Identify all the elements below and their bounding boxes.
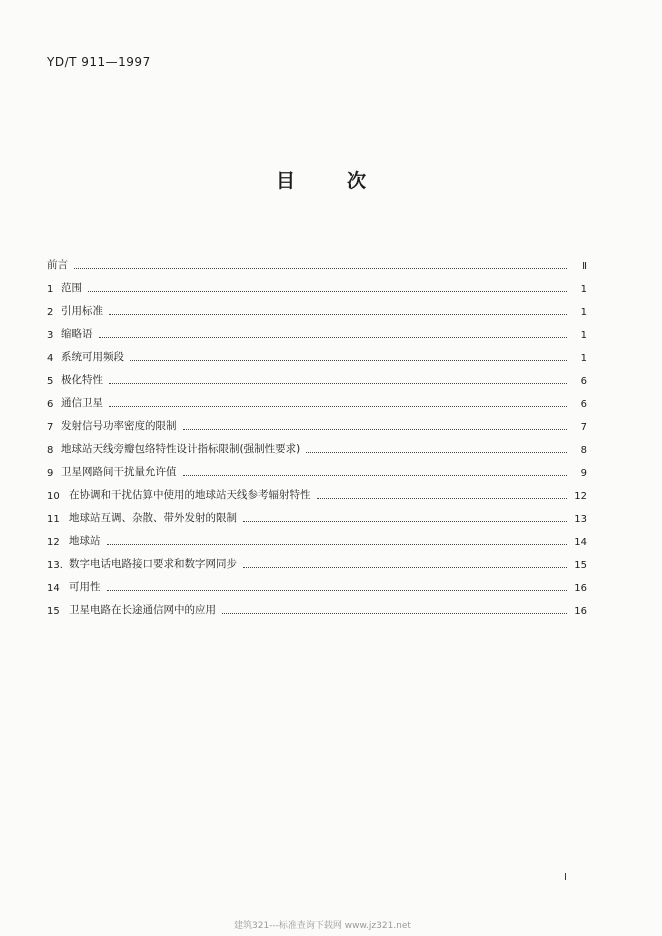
toc-page: 12 [574,491,587,502]
leader-dots [107,544,568,545]
leader-dots [243,521,567,522]
toc-page: 1 [580,330,587,341]
page-number-mark: I [564,872,567,883]
toc-row[interactable] [47,300,587,318]
toc-title: 系统可用频段 [61,351,124,363]
leader-dots [317,498,568,499]
toc-row[interactable] [47,277,587,295]
leader-dots [243,567,567,568]
watermark-footer: 建筑321---标准查询下载网 www.jz321.net [234,921,411,931]
toc-page: 6 [580,399,587,410]
toc-page: Ⅱ [582,261,587,272]
toc-page: 16 [574,583,587,594]
toc-row[interactable] [47,369,587,387]
toc-number: 1 [47,284,54,295]
toc-row[interactable] [47,553,587,571]
toc-page: 6 [580,376,587,387]
toc-row[interactable] [47,438,587,456]
title-char-2: 次 [347,170,367,192]
toc-title: 通信卫星 [61,397,103,409]
toc-page: 1 [580,307,587,318]
toc-row[interactable] [47,576,587,594]
toc-title: 可用性 [69,581,101,593]
toc-row[interactable] [47,323,587,341]
toc-row[interactable] [47,530,587,548]
toc-title: 数字电话电路接口要求和数字网同步 [69,558,237,570]
toc-title: 极化特性 [61,374,103,386]
toc-title: 前言 [47,259,68,271]
toc-page: 1 [580,284,587,295]
toc-title: 发射信号功率密度的限制 [61,420,177,432]
toc-row[interactable] [47,461,587,479]
toc-page: 14 [574,537,587,548]
leader-dots [107,590,568,591]
toc-number: 2 [47,307,54,318]
toc-number: 7 [47,422,54,433]
toc-row[interactable] [47,346,587,364]
toc-number: 6 [47,399,54,410]
toc-row[interactable] [47,507,587,525]
leader-dots [109,314,567,315]
leader-dots [306,452,567,453]
standard-code: YD/T 911—1997 [47,55,151,69]
toc-row[interactable] [47,392,587,410]
leader-dots [99,337,568,338]
toc-page: 13 [574,514,587,525]
toc-title: 在协调和干扰估算中使用的地球站天线参考辐射特性 [69,489,311,501]
toc-title: 地球站互调、杂散、带外发射的限制 [69,512,237,524]
toc-page: 1 [580,353,587,364]
toc-title: 地球站 [69,535,101,547]
toc-page: 15 [574,560,587,571]
leader-dots [74,268,567,269]
toc-number: 14 [47,583,60,594]
toc-page: 7 [580,422,587,433]
toc-title: 地球站天线旁瓣包络特性设计指标限制(强制性要求) [61,443,301,455]
toc-title: 卫星电路在长途通信网中的应用 [69,604,216,616]
toc-page: 8 [580,445,587,456]
toc-number: 5 [47,376,54,387]
toc-title: 缩略语 [61,328,93,340]
leader-dots [130,360,567,361]
toc-number: 11 [47,514,60,525]
toc-row[interactable] [47,254,587,272]
leader-dots [183,475,568,476]
toc-row[interactable] [47,484,587,502]
toc-number: 9 [47,468,54,479]
title-char-1: 目 [276,170,296,192]
toc-number: 4 [47,353,54,364]
toc-number: 12 [47,537,60,548]
toc-number: 15 [47,606,60,617]
leader-dots [222,613,567,614]
toc-number: 3 [47,330,54,341]
leader-dots [109,406,567,407]
toc-title: 范围 [61,282,82,294]
toc-page: 9 [580,468,587,479]
toc-title: 引用标准 [61,305,103,317]
leader-dots [88,291,567,292]
toc-number: 8 [47,445,54,456]
toc-title: 卫星网路间干扰量允许值 [61,466,177,478]
page-title [276,166,366,193]
toc-row[interactable] [47,599,587,617]
leader-dots [183,429,568,430]
leader-dots [109,383,567,384]
toc-row[interactable] [47,415,587,433]
toc-page: 16 [574,606,587,617]
toc-number: 10 [47,491,60,502]
toc-number: 13. [47,560,63,571]
